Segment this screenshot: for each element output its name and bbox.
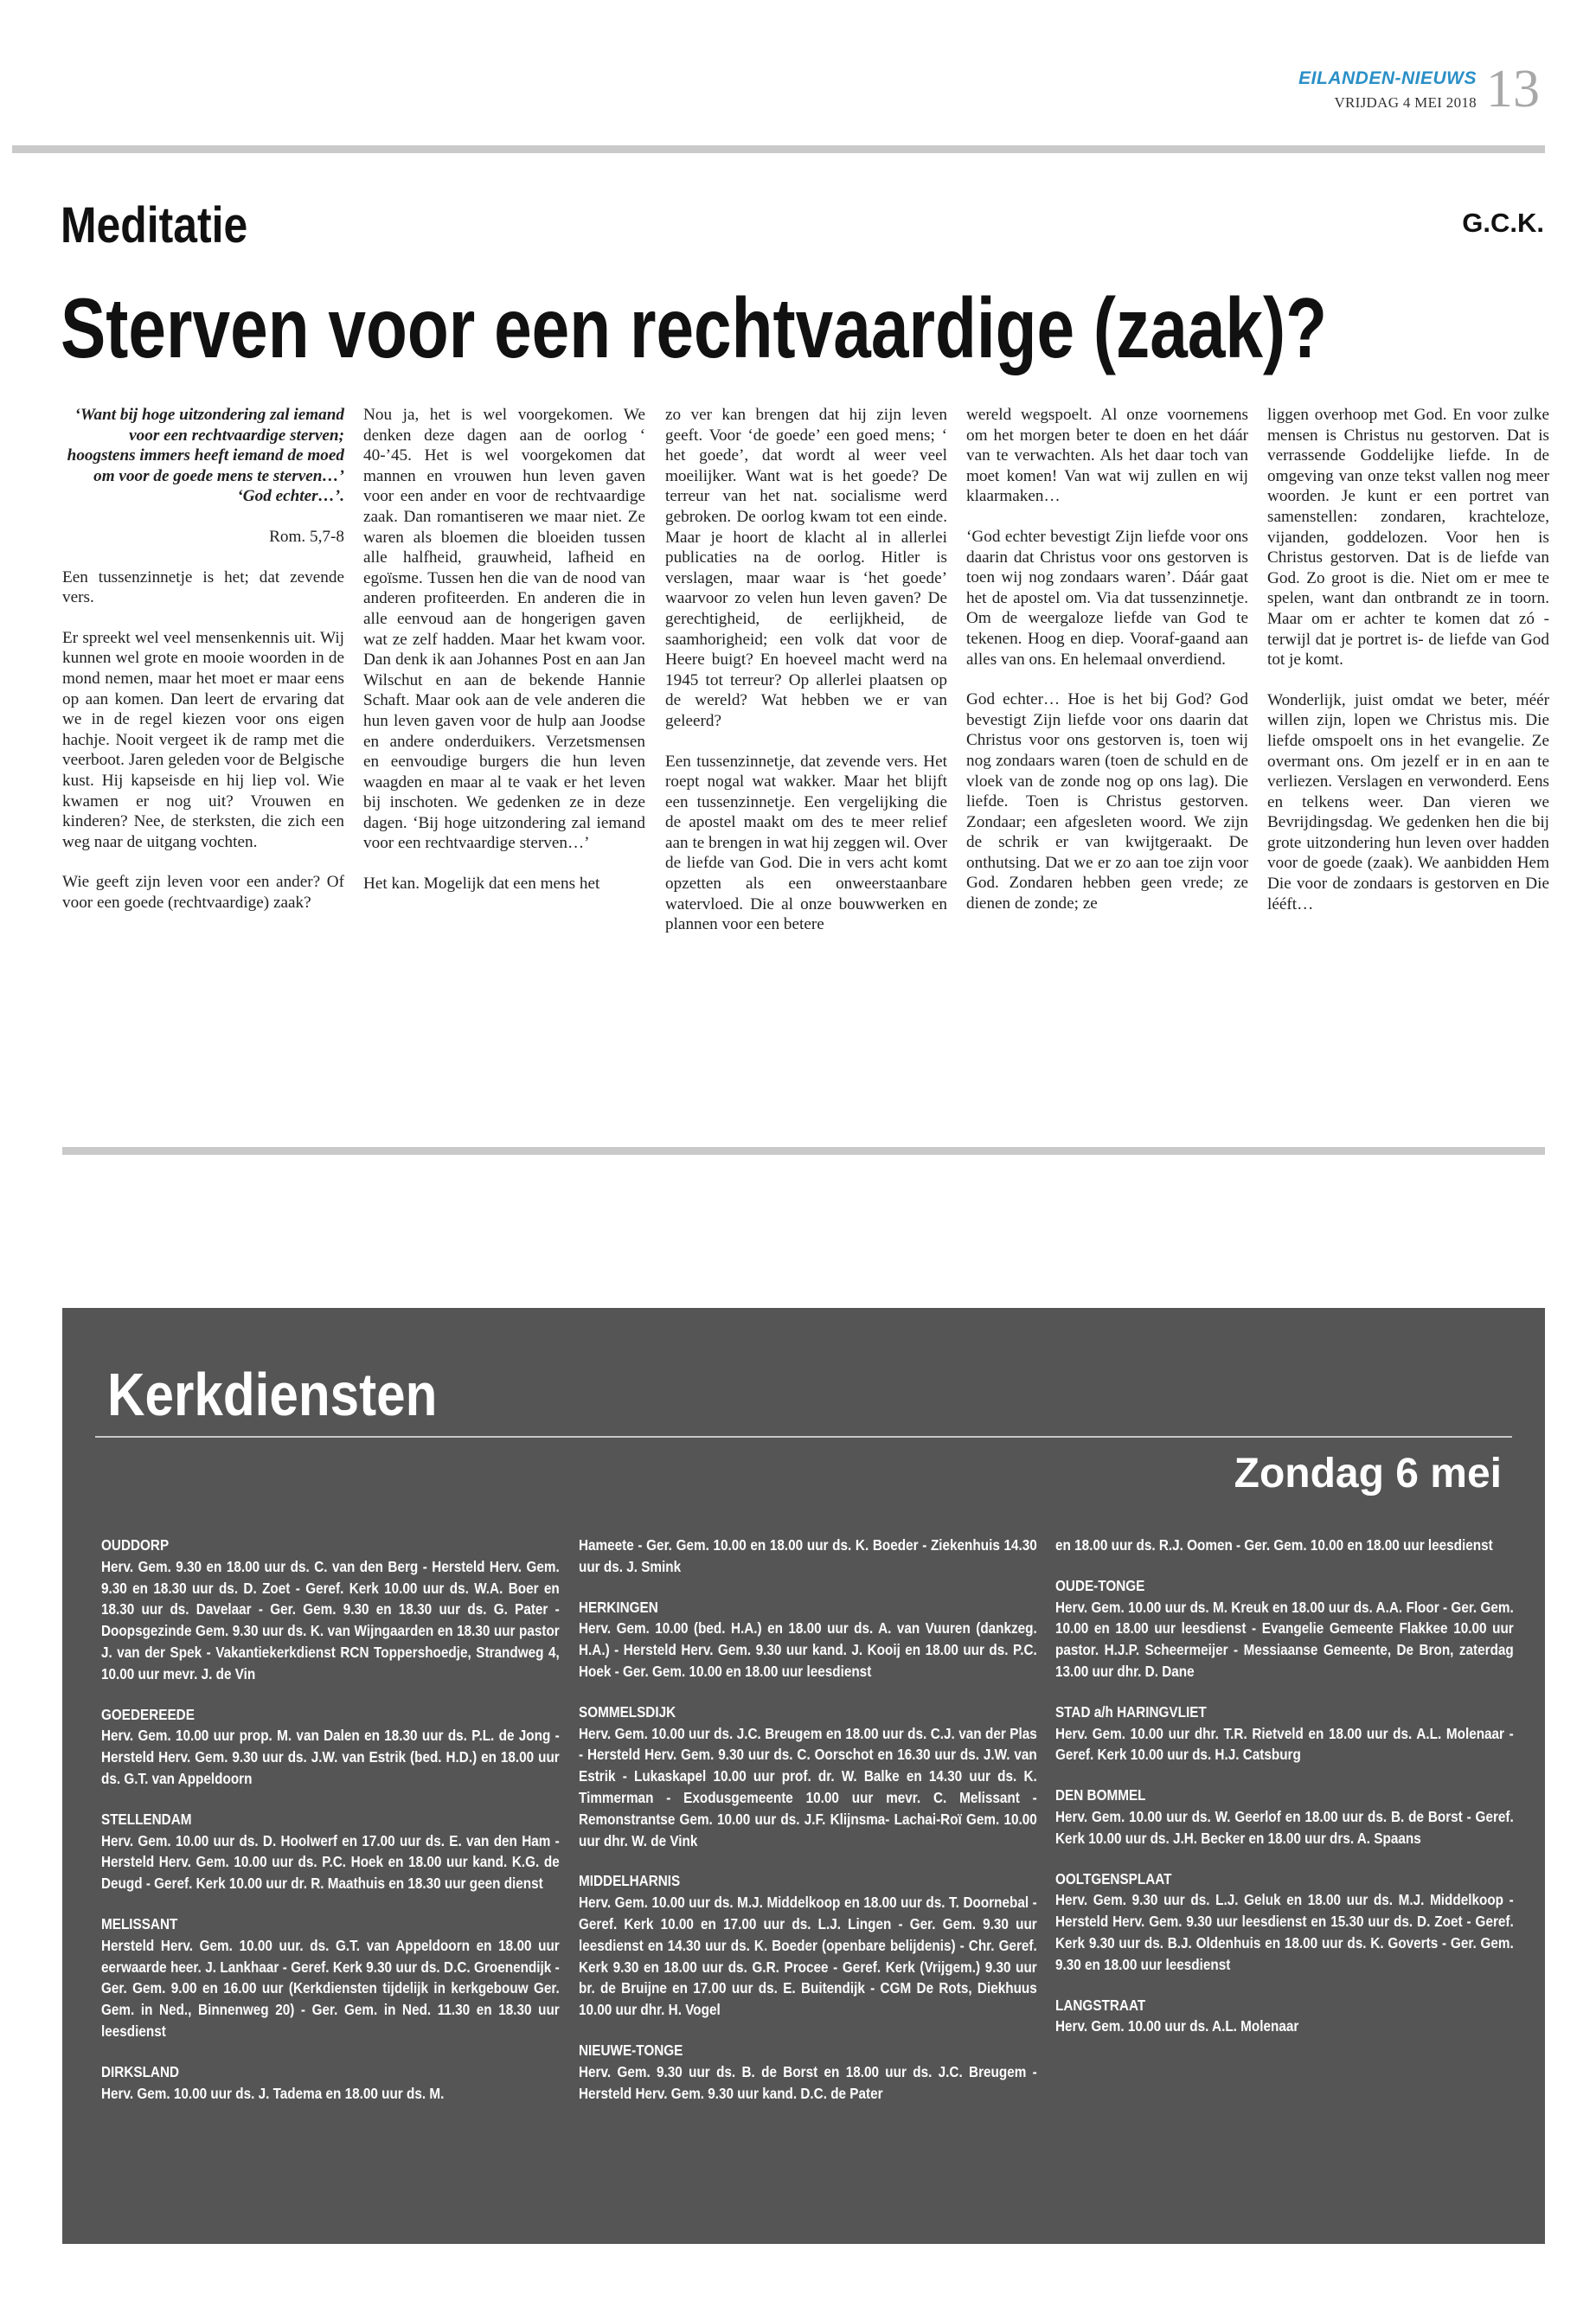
place-name: OOLTGENSPLAAT <box>1055 1869 1172 1888</box>
byline: G.C.K. <box>1462 208 1544 238</box>
bible-quote: ‘Want bij hoge uitzondering zal iemand voor een rechtvaardige sterven; hoogstens immers heeft iemand de moed om voor de goede mens te sterven…’ ‘God echter…’. <box>67 406 344 506</box>
place-name: DIRKSLAND <box>101 2062 180 2080</box>
paragraph: Een tussenzinnetje, dat zevende vers. Het roept nogal wat wakker. Maar het blijft een tussenzinnetje. Een vergelijking die de apostel maakt om des te meer relief aan te brengen in wat hij zeggen wil. Over de liefde van God. Die in vers acht komt opzetten als een onweerstaanbare watervloed. Die al onze bouwwerken en plannen voor een betere <box>665 752 947 934</box>
service-text: Herv. Gem. 10.00 uur ds. M. Kreuk en 18.00 uur ds. A.A. Floor - Ger. Gem. 10.00 en 18.00 uur leesdienst - Evangelie Gemeente Flakkee 10.00 uur pastor. H.J.P. Scheermeijer - Messiaanse Gemeente, De Bron, zaterdag 13.00 uur dhr. D. Dane <box>1055 1598 1514 1680</box>
service-entry <box>101 1535 560 1685</box>
place-name: STELLENDAM <box>101 1810 192 1828</box>
service-text: Herv. Gem. 9.30 en 18.00 uur ds. C. van den Berg - Hersteld Herv. Gem. 9.30 en 18.30 uur ds. D. Zoet - Geref. Kerk 10.00 uur ds. W.A. Boer en 18.30 uur ds. Davelaar - Ger. Gem. 9.30 en 18.30 uur ds. G. Pater - Doopsgezinde Gem. 9.30 uur ds. K. van Wijngaarden en 18.30 uur pastor J. van der Spek - Vakantiekerkdienst RCN Toppershoedje, Strandweg 4, 10.00 uur mevr. J. de Vin <box>101 1557 560 1682</box>
place-name: STAD a/h HARINGVLIET <box>1055 1702 1207 1721</box>
service-entry <box>579 1597 1037 1682</box>
section-divider <box>62 1147 1545 1155</box>
paragraph: ‘God echter bevestigt Zijn liefde voor ons daarin dat Christus voor ons gestorven is toen wij nog zondaars waren’. Dáár gaat het de apostel om. Via dat tussenzinnetje. Om de weergaloze liefde van God te tekenen. Hoog en diep. Vooraf-gaand aan alles van ons. En helemaal onverdiend. <box>966 527 1248 669</box>
issue-date: VRIJDAG 4 MEI 2018 <box>1334 94 1477 111</box>
service-text: Herv. Gem. 10.00 uur ds. J.C. Breugem en 18.00 uur ds. C.J. van der Plas - Hersteld Herv. Gem. 9.30 uur ds. C. Oorschot en 16.30 uur ds. J.W. van Estrik - Lukaskapel 10.00 uur prof. dr. W. Balke en 14.30 uur ds. K. Timmerman - Exodusgemeente 10.00 uur mevr. C. Melissant - Remonstrantse Gem. 10.00 uur ds. J.F. Klijnsma- Lachai-Roï Gem. 10.00 uur dhr. W. de Vink <box>579 1724 1037 1849</box>
service-text: Herv. Gem. 10.00 uur ds. J. Tadema en 18.00 uur ds. M. <box>101 2084 445 2102</box>
paragraph: wereld wegspoelt. Al onze voornemens om het morgen beter te doen en het dáár van te verwachten. Als het daar toch van moet komen! Van wat wij zullen en wij klaarmaken… <box>966 406 1248 506</box>
service-entry <box>1055 1868 1514 1976</box>
service-text: Hameete - Ger. Gem. 10.00 en 18.00 uur ds. K. Boeder - Ziekenhuis 14.30 uur ds. J. Smink <box>579 1536 1037 1575</box>
service-entry <box>101 1809 560 1894</box>
paragraph: God echter… Hoe is het bij God? God bevestigt Zijn liefde voor ons daarin dat Christus voor ons gestorven is, toen wij nog zondaars waren (toen de schuld en de vloek van de zonde nog op ons lag). Die liefde. Toen is Christus gestorven. Zondaar; een afgesleten woord. We zijn de schrik er van kwijtgeraakt. De onthutsing. Dat we er zo aan toe zijn voor God. Zondaren hebben geen vrede; ze dienen de zonde; ze <box>966 690 1248 913</box>
place-name: MIDDELHARNIS <box>579 1872 681 1890</box>
place-name: OUDDORP <box>101 1536 170 1554</box>
service-entry <box>1055 1995 1514 2038</box>
service-text: Herv. Gem. 10.00 uur dhr. T.R. Rietveld en 18.00 uur ds. A.L. Molenaar - Geref. Kerk 10.00 uur ds. H.J. Catsburg <box>1055 1724 1514 1764</box>
paragraph: Een tussenzinnetje is het; dat zevende vers. <box>62 567 344 607</box>
service-text: en 18.00 uur ds. R.J. Oomen - Ger. Gem. 10.00 en 18.00 uur leesdienst <box>1055 1536 1493 1554</box>
service-entry <box>1055 1535 1514 1556</box>
services-column-2 <box>579 1535 1037 2123</box>
services-column-1 <box>101 1535 560 2123</box>
paragraph: Wie geeft zijn leven voor een ander? Of voor een goede (rechtvaardige) zaak? <box>62 873 344 912</box>
service-entry <box>1055 1785 1514 1849</box>
service-entry <box>579 1535 1037 1578</box>
service-entry <box>579 2040 1037 2104</box>
service-entry <box>1055 1702 1514 1766</box>
service-text: Hersteld Herv. Gem. 10.00 uur. ds. G.T. van Appeldoorn en 18.00 uur eerwaarde heer. J. Lankhaar - Geref. Kerk 9.30 uur ds. D.C. Groenendijk - Ger. Gem. 9.00 en 16.00 uur (Kerkdiensten tijdelijk in kerkgebouw Ger. Gem. in Ned., Binnenweg 20) - Ger. Gem. in Ned. 11.30 en 18.30 uur leesdienst <box>101 1936 560 2040</box>
place-name: GOEDEREEDE <box>101 1705 195 1723</box>
place-name: DEN BOMMEL <box>1055 1786 1146 1804</box>
service-text: Herv. Gem. 9.30 uur ds. L.J. Geluk en 18.00 uur ds. M.J. Middelkoop - Hersteld Herv. Gem. 9.30 uur leesdienst en 15.30 uur ds. D. Zoet - Geref. Kerk 9.30 uur ds. B.J. Oldenhuis en 18.00 uur ds. K. Goverts - Ger. Gem. 9.30 en 18.00 uur leesdienst <box>1055 1891 1514 1973</box>
service-entry <box>579 1702 1037 1852</box>
service-text: Herv. Gem. 10.00 uur ds. D. Hoolwerf en 17.00 uur ds. E. van den Ham - Hersteld Herv. Gem. 10.00 uur ds. P.C. Hoek en 18.00 uur kand. K.G. de Deugd - Geref. Kerk 10.00 uur dr. R. Maathuis en 18.30 uur geen dienst <box>101 1831 560 1893</box>
service-entry <box>579 1870 1037 2021</box>
article-column-1 <box>62 405 344 933</box>
place-name: HERKINGEN <box>579 1598 658 1616</box>
newspaper-logo: EILANDEN-NIEUWS <box>1298 68 1477 88</box>
article-headline: Sterven voor een rechtvaardige (zaak)? <box>61 280 1328 375</box>
kerkdiensten-rule <box>95 1436 1512 1438</box>
masthead <box>1298 69 1477 112</box>
service-text: Herv. Gem. 10.00 (bed. H.A.) en 18.00 uur ds. A. van Vuuren (dankzeg. H.A.) - Hersteld Herv. Gem. 9.30 uur kand. J. Kooij en 18.00 uur ds. P.C. Hoek - Ger. Gem. 10.00 en 18.00 uur leesdienst <box>579 1619 1037 1680</box>
top-divider <box>12 145 1545 153</box>
paragraph: zo ver kan brengen dat hij zijn leven geeft. Voor ‘de goede’ een goed mens; ‘ het goede’, dat wordt al weer veel moeilijker. Want wat is het goede? De terreur van het nat. socialisme werd gebroken. De oorlog kwam tot een einde. Maar je hoort de klacht al in allerlei publicaties na de oorlog. Hitler is verslagen, maar waar is ‘het goede’ waarvoor zo velen hun leven gaven? De gerechtigheid, de eerlijkheid, de saamhorigheid; een volk dat voor de Heere buigt? En hoeveel macht werd na 1945 tot terreur? Op allerlei plaatsen op de wereld? Wat hebben we er van geleerd? <box>665 406 947 730</box>
service-entry <box>101 1913 560 2042</box>
place-name: NIEUWE-TONGE <box>579 2041 683 2059</box>
service-day: Zondag 6 mei <box>1234 1451 1502 1497</box>
place-name: OUDE-TONGE <box>1055 1576 1145 1594</box>
article-column-2 <box>363 405 645 914</box>
services-column-3 <box>1055 1535 1514 2056</box>
paragraph: Wonderlijk, juist omdat we beter, méér willen zijn, lopen we Christus mis. Die liefde omspoelt ons in het evangelie. Ze overmant ons. Om jezelf er in en aan te verliezen. Verslagen en verwonderd. Eens en telkens weer. Dan vieren we Bevrijdingsdag. We gedenken hen die bij grote uitzondering hun leven over hadden voor de goede (zaak). We aanbidden Hem Die voor de zondaars is gestorven en Die lééft… <box>1267 690 1549 913</box>
section-title: Meditatie <box>61 197 248 253</box>
article-column-5 <box>1267 405 1549 934</box>
service-text: Herv. Gem. 10.00 uur ds. M.J. Middelkoop en 18.00 uur ds. T. Doornebal - Geref. Kerk 10.00 en 17.00 uur ds. L.J. Lingen - Ger. Gem. 9.30 uur leesdienst en 14.30 uur ds. K. Boeder (openbare belijdenis) - Chr. Geref. Kerk 9.30 en 18.00 uur ds. G.R. Procee - Geref. Kerk (Vrijgem.) 9.30 uur br. de Bruijne en 17.00 uur ds. E. Buitendijk - CGM De Rots, Diekhuus 10.00 uur dhr. H. Vogel <box>579 1894 1037 2019</box>
paragraph: liggen overhoop met God. En voor zulke mensen is Christus nu gestorven. Dat is verrassende Goddelijke liefde. In de omgeving van onze tekst vallen nog meer woorden. Je kunt er een portret van samenstellen: zondaren, krachteloze, vijanden, goddelozen. Voor hen is Christus gestorven. Dat is de liefde van God. Zo groot is die. Niet om er mee te spelen, want dan ontbrandt ze in toorn. Maar om er achter te komen dat zó - terwijl dat je portret is- de liefde van God tot je komt. <box>1267 406 1549 670</box>
service-text: Herv. Gem. 10.00 uur ds. A.L. Molenaar <box>1055 2017 1299 2035</box>
place-name: MELISSANT <box>101 1914 178 1932</box>
bible-reference: Rom. 5,7-8 <box>269 527 344 546</box>
service-text: Herv. Gem. 10.00 uur ds. W. Geerlof en 18.00 uur ds. B. de Borst - Geref. Kerk 10.00 uur ds. J.H. Becker en 18.00 uur drs. A. Spaans <box>1055 1807 1514 1847</box>
service-entry <box>101 2061 560 2105</box>
article-column-4 <box>966 405 1248 934</box>
page-number: 13 <box>1486 60 1540 119</box>
service-entry <box>101 1704 560 1790</box>
place-name: LANGSTRAAT <box>1055 1996 1146 2014</box>
service-text: Herv. Gem. 9.30 uur ds. B. de Borst en 18.00 uur ds. J.C. Breugem - Hersteld Herv. Gem. 9.30 uur kand. D.C. de Pater <box>579 2062 1037 2102</box>
article-column-3 <box>665 405 947 955</box>
service-text: Herv. Gem. 10.00 uur prop. M. van Dalen en 18.30 uur ds. P.L. de Jong - Hersteld Herv. Gem. 9.30 uur ds. J.W. van Estrik (bed. H.D.) en 18.00 uur ds. G.T. van Appeldoorn <box>101 1727 560 1787</box>
kerkdiensten-box <box>62 1308 1545 2244</box>
paragraph: Er spreekt wel veel mensenkennis uit. Wij kunnen wel grote en mooie woorden in de mond nemen, maar het moet er maar eens op aan komen. Dan leert de ervaring dat we in de regel kiezen voor ons eigen hachje. Nooit vergeet ik de ramp met die veerboot. Jaren geleden voor de Belgische kust. Hij kapseisde en hij liep vol. Wie kwamen er nog uit? Vrouwen en kinderen? Nee, de sterksten, die zich een weg naar de uitgang vochten. <box>62 628 344 851</box>
service-entry <box>1055 1575 1514 1682</box>
paragraph: Het kan. Mogelijk dat een mens het <box>363 875 600 894</box>
kerkdiensten-title: Kerkdiensten <box>107 1361 438 1428</box>
place-name: SOMMELSDIJK <box>579 1702 676 1721</box>
paragraph: Nou ja, het is wel voorgekomen. We denken deze dagen aan de oorlog ‘ 40-’45. Het is wel voorgekomen dat mannen en vrouwen hun leven gaven voor een ander en voor de rechtvaardige zaak. Dan romantiseren we maar niet. Ze waren als bloemen die bloeiden tussen alle halfheid, grauwheid, lafheid en egoïsme. Tussen hen die van de nood van anderen profiteerden. En anderen die in alle eenvoud aan de hongerigen gaven wat ze zelf hadden. Maar het kwam voor. Dan denk ik aan Johannes Post en aan Jan Wilschut en aan de bekende Hannie Schaft. Maar ook aan de vele anderen die hun leven gaven voor de hulp aan Joodse en andere onderduikers. Verzetsmensen en eenvoudige burgers die hun leven waagden en maar al te vaak er het leven bij inschoten. We gedenken ze in deze dagen. ‘Bij hoge uitzondering zal iemand voor een rechtvaardige sterven…’ <box>363 406 645 853</box>
